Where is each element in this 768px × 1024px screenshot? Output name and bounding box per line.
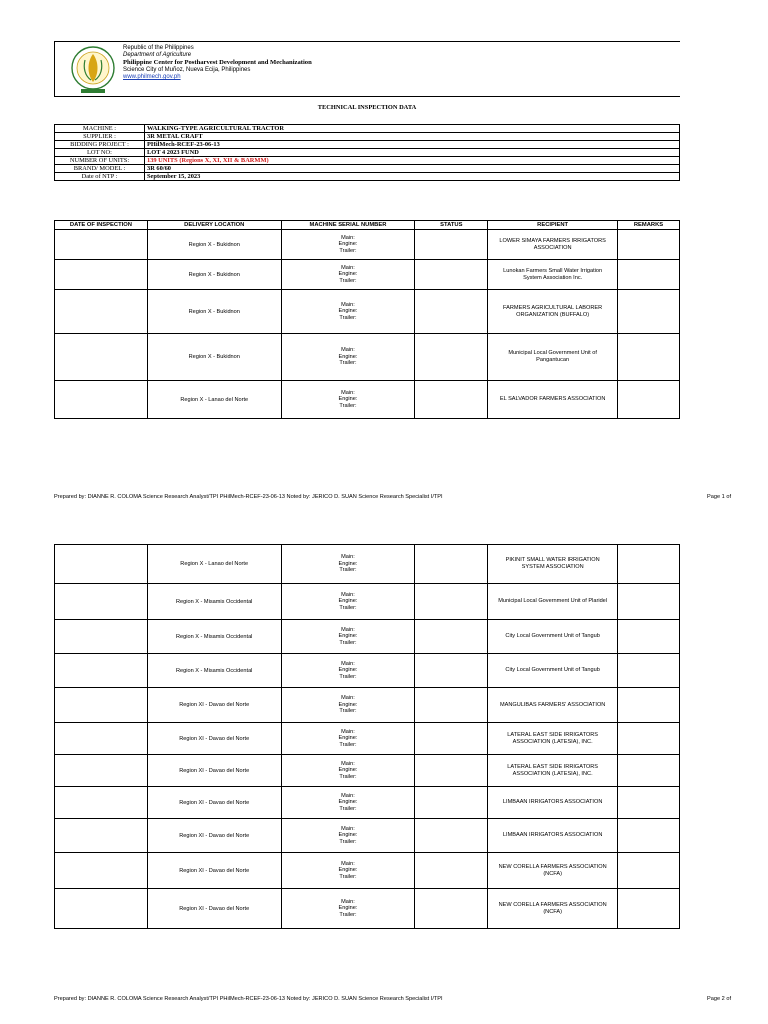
column-header: DATE OF INSPECTION (55, 221, 148, 230)
info-label: BIDDING PROJECT : (55, 141, 145, 149)
serial-trailer-label: Trailer: (339, 873, 357, 880)
recipient-cell: City Local Government Unit of Tangub (488, 654, 618, 688)
department-of-agriculture-seal-icon (67, 44, 119, 96)
serial-trailer-label: Trailer: (339, 741, 357, 748)
inspection-date-cell (55, 545, 148, 584)
remarks-cell (618, 853, 680, 889)
info-label: LOT NO: (55, 149, 145, 157)
serial-main-label: Main: (341, 728, 355, 735)
delivery-location-cell: Region X - Misamis Occidental (147, 584, 281, 620)
serial-number-cell (281, 290, 415, 334)
inspection-date-cell (55, 819, 148, 853)
remarks-cell (618, 260, 680, 290)
serial-main-label: Main: (341, 825, 355, 832)
remarks-cell (618, 755, 680, 787)
serial-trailer-label: Trailer: (339, 277, 357, 284)
table-row (55, 381, 680, 419)
table-row (55, 819, 680, 853)
serial-number-cell (281, 787, 415, 819)
serial-trailer-label: Trailer: (339, 838, 357, 845)
inspection-date-cell (55, 334, 148, 381)
serial-main-label: Main: (341, 234, 355, 241)
remarks-cell (618, 723, 680, 755)
inspection-date-cell (55, 584, 148, 620)
status-cell (415, 819, 488, 853)
serial-engine-label: Engine: (338, 832, 358, 839)
country-name: Republic of the Philippines (123, 45, 194, 51)
info-label: NUMBER OF UNITS: (55, 157, 145, 165)
serial-number-cell (281, 230, 415, 260)
serial-engine-label: Engine: (338, 867, 358, 874)
table-row (55, 787, 680, 819)
status-cell (415, 230, 488, 260)
units-regions: (Regions X, XI, XII & BARMM) (179, 157, 269, 164)
department-name: Department of Agriculture (123, 52, 192, 59)
delivery-location-cell: Region XI - Davao del Norte (147, 819, 281, 853)
status-cell (415, 654, 488, 688)
remarks-cell (618, 290, 680, 334)
inspection-date-cell (55, 230, 148, 260)
remarks-cell (618, 819, 680, 853)
recipient-cell: Municipal Local Government Unit of Pangantucan (488, 334, 618, 381)
footer-prepared-by: Prepared by: DIANNE R. COLOMA Science Research Analyst/TPI PHilMech-RCEF-23-06-13 Noted by: JERICO D. SUAN Science Research Specialist I/TPI (54, 996, 443, 1002)
table-row (55, 290, 680, 334)
info-row-bidding-project (55, 141, 680, 149)
info-row-machine (55, 125, 680, 133)
serial-number-cell (281, 545, 415, 584)
serial-number-cell (281, 584, 415, 620)
info-label: Date of NTP : (55, 173, 145, 181)
inspection-table-page-1 (54, 220, 680, 419)
status-cell (415, 755, 488, 787)
serial-main-label: Main: (341, 860, 355, 867)
recipient-cell: LATERAL EAST SIDE IRRIGATORS ASSOCIATION (LATESIA), INC. (488, 723, 618, 755)
delivery-location-cell: Region X - Lanao del Norte (147, 381, 281, 419)
recipient-cell: EL SALVADOR FARMERS ASSOCIATION (488, 381, 618, 419)
serial-number-cell (281, 381, 415, 419)
serial-number-cell (281, 755, 415, 787)
document-title: TECHNICAL INSPECTION DATA (317, 104, 417, 111)
serial-main-label: Main: (341, 695, 355, 702)
info-value: LOT 4 2023 FUND (145, 149, 680, 157)
serial-engine-label: Engine: (338, 598, 358, 605)
table-row (55, 545, 680, 584)
status-cell (415, 853, 488, 889)
recipient-cell: City Local Government Unit of Tangub (488, 620, 618, 654)
serial-trailer-label: Trailer: (339, 911, 357, 918)
table-header-row (55, 221, 680, 230)
remarks-cell (618, 620, 680, 654)
serial-number-cell (281, 688, 415, 723)
serial-trailer-label: Trailer: (339, 360, 357, 367)
recipient-cell: NEW CORELLA FARMERS ASSOCIATION (NCFA) (488, 889, 618, 929)
info-value: WALKING-TYPE AGRICULTURAL TRACTOR (145, 125, 680, 133)
delivery-location-cell: Region XI - Davao del Norte (147, 889, 281, 929)
info-value: PHilMech-RCEF-23-06-13 (145, 141, 680, 149)
remarks-cell (618, 230, 680, 260)
serial-engine-label: Engine: (338, 633, 358, 640)
serial-trailer-label: Trailer: (339, 604, 357, 611)
serial-trailer-label: Trailer: (339, 314, 357, 321)
serial-trailer-label: Trailer: (339, 673, 357, 680)
table-row (55, 654, 680, 688)
recipient-cell: LIMBAAN IRRIGATORS ASSOCIATION (488, 819, 618, 853)
inspection-date-cell (55, 889, 148, 929)
inspection-date-cell (55, 688, 148, 723)
serial-main-label: Main: (341, 792, 355, 799)
units-count: 139 UNITS (147, 157, 178, 164)
serial-trailer-label: Trailer: (339, 773, 357, 780)
serial-engine-label: Engine: (338, 353, 358, 360)
info-row-supplier (55, 133, 680, 141)
status-cell (415, 584, 488, 620)
recipient-cell: NEW CORELLA FARMERS ASSOCIATION (NCFA) (488, 853, 618, 889)
table-row (55, 620, 680, 654)
serial-engine-label: Engine: (338, 735, 358, 742)
inspection-table-page-2 (54, 544, 680, 929)
page-number: Page 2 of (707, 996, 731, 1002)
serial-trailer-label: Trailer: (339, 805, 357, 812)
serial-number-cell (281, 620, 415, 654)
serial-engine-label: Engine: (338, 767, 358, 774)
info-value: 3R 60/60 (145, 165, 680, 173)
serial-engine-label: Engine: (338, 560, 358, 567)
remarks-cell (618, 381, 680, 419)
serial-engine-label: Engine: (338, 667, 358, 674)
inspection-date-cell (55, 755, 148, 787)
agency-name: Philippine Center for Postharvest Development and Mechanization (123, 59, 312, 67)
serial-main-label: Main: (341, 264, 355, 271)
serial-trailer-label: Trailer: (339, 402, 357, 409)
delivery-location-cell: Region X - Bukidnon (147, 290, 281, 334)
table-row (55, 230, 680, 260)
table-row (55, 755, 680, 787)
recipient-cell: Lunokan Farmers Small Water Irrigation System Association Inc. (488, 260, 618, 290)
info-label: MACHINE : (55, 125, 145, 133)
delivery-location-cell: Region XI - Davao del Norte (147, 853, 281, 889)
status-cell (415, 545, 488, 584)
recipient-cell: FARMERS AGRICULTURAL LABORER ORGANIZATION (BUFFALO) (488, 290, 618, 334)
table-row (55, 889, 680, 929)
inspection-date-cell (55, 620, 148, 654)
serial-engine-label: Engine: (338, 308, 358, 315)
agency-website-link[interactable]: www.philmech.gov.ph (123, 73, 181, 80)
serial-engine-label: Engine: (338, 396, 358, 403)
remarks-cell (618, 688, 680, 723)
delivery-location-cell: Region X - Bukidnon (147, 260, 281, 290)
delivery-location-cell: Region X - Bukidnon (147, 230, 281, 260)
recipient-cell: LIMBAAN IRRIGATORS ASSOCIATION (488, 787, 618, 819)
footer-prepared-by: Prepared by: DIANNE R. COLOMA Science Research Analyst/TPI PHilMech-RCEF-23-06-13 Noted by: JERICO D. SUAN Science Research Specialist I/TPI (54, 494, 443, 500)
status-cell (415, 334, 488, 381)
status-cell (415, 723, 488, 755)
delivery-location-cell: Region XI - Davao del Norte (147, 723, 281, 755)
machine-info-table (54, 124, 680, 181)
inspection-date-cell (55, 723, 148, 755)
serial-number-cell (281, 654, 415, 688)
remarks-cell (618, 787, 680, 819)
table-row (55, 584, 680, 620)
serial-main-label: Main: (341, 554, 355, 561)
recipient-cell: Municipal Local Government Unit of Plaridel (488, 584, 618, 620)
column-header: REMARKS (618, 221, 680, 230)
remarks-cell (618, 889, 680, 929)
info-label: SUPPLIER : (55, 133, 145, 141)
serial-main-label: Main: (341, 591, 355, 598)
info-value: 3R METAL CRAFT (145, 133, 680, 141)
delivery-location-cell: Region X - Lanao del Norte (147, 545, 281, 584)
table-row (55, 853, 680, 889)
delivery-location-cell: Region XI - Davao del Norte (147, 688, 281, 723)
inspection-date-cell (55, 381, 148, 419)
info-label: BRAND/ MODEL : (55, 165, 145, 173)
inspection-date-cell (55, 654, 148, 688)
serial-main-label: Main: (341, 626, 355, 633)
serial-number-cell (281, 819, 415, 853)
inspection-date-cell (55, 853, 148, 889)
serial-main-label: Main: (341, 760, 355, 767)
table-row (55, 260, 680, 290)
inspection-date-cell (55, 260, 148, 290)
serial-main-label: Main: (341, 898, 355, 905)
delivery-location-cell: Region X - Bukidnon (147, 334, 281, 381)
table-row (55, 723, 680, 755)
delivery-location-cell: Region X - Misamis Occidental (147, 654, 281, 688)
serial-main-label: Main: (341, 389, 355, 396)
info-row-brand-model (55, 165, 680, 173)
delivery-location-cell: Region XI - Davao del Norte (147, 755, 281, 787)
column-header: STATUS (415, 221, 488, 230)
remarks-cell (618, 334, 680, 381)
serial-main-label: Main: (341, 301, 355, 308)
serial-engine-label: Engine: (338, 799, 358, 806)
status-cell (415, 787, 488, 819)
status-cell (415, 381, 488, 419)
status-cell (415, 260, 488, 290)
column-header: MACHINE SERIAL NUMBER (281, 221, 415, 230)
serial-engine-label: Engine: (338, 701, 358, 708)
serial-main-label: Main: (341, 660, 355, 667)
info-value (145, 157, 680, 165)
serial-engine-label: Engine: (338, 905, 358, 912)
serial-engine-label: Engine: (338, 241, 358, 248)
column-header: RECIPIENT (488, 221, 618, 230)
info-row-units (55, 157, 680, 165)
info-value: September 15, 2023 (145, 173, 680, 181)
recipient-cell: PIKINIT SMALL WATER IRRIGATION SYSTEM ASSOCIATION (488, 545, 618, 584)
status-cell (415, 889, 488, 929)
inspection-date-cell (55, 787, 148, 819)
delivery-location-cell: Region XI - Davao del Norte (147, 787, 281, 819)
inspection-date-cell (55, 290, 148, 334)
status-cell (415, 620, 488, 654)
recipient-cell: LOWER SIMAYA FARMERS IRRIGATORS ASSOCIATION (488, 230, 618, 260)
table-row (55, 688, 680, 723)
serial-number-cell (281, 334, 415, 381)
status-cell (415, 290, 488, 334)
serial-trailer-label: Trailer: (339, 567, 357, 574)
serial-number-cell (281, 889, 415, 929)
letterhead (54, 41, 680, 97)
serial-main-label: Main: (341, 347, 355, 354)
info-row-lot (55, 149, 680, 157)
remarks-cell (618, 545, 680, 584)
letterhead-text (123, 45, 312, 81)
serial-trailer-label: Trailer: (339, 639, 357, 646)
info-row-ntp-date (55, 173, 680, 181)
delivery-location-cell: Region X - Misamis Occidental (147, 620, 281, 654)
serial-number-cell (281, 723, 415, 755)
serial-engine-label: Engine: (338, 271, 358, 278)
page-number: Page 1 of (707, 494, 731, 500)
serial-trailer-label: Trailer: (339, 247, 357, 254)
serial-number-cell (281, 260, 415, 290)
remarks-cell (618, 584, 680, 620)
recipient-cell: LATERAL EAST SIDE IRRIGATORS ASSOCIATION (LATESIA), INC. (488, 755, 618, 787)
status-cell (415, 688, 488, 723)
table-row (55, 334, 680, 381)
remarks-cell (618, 654, 680, 688)
serial-trailer-label: Trailer: (339, 708, 357, 715)
column-header: DELIVERY LOCATION (147, 221, 281, 230)
agency-address: Science City of Muñoz, Nueva Ecija, Philippines (123, 66, 251, 73)
serial-number-cell (281, 853, 415, 889)
recipient-cell: MANGULIBAS FARMERS' ASSOCIATION (488, 688, 618, 723)
